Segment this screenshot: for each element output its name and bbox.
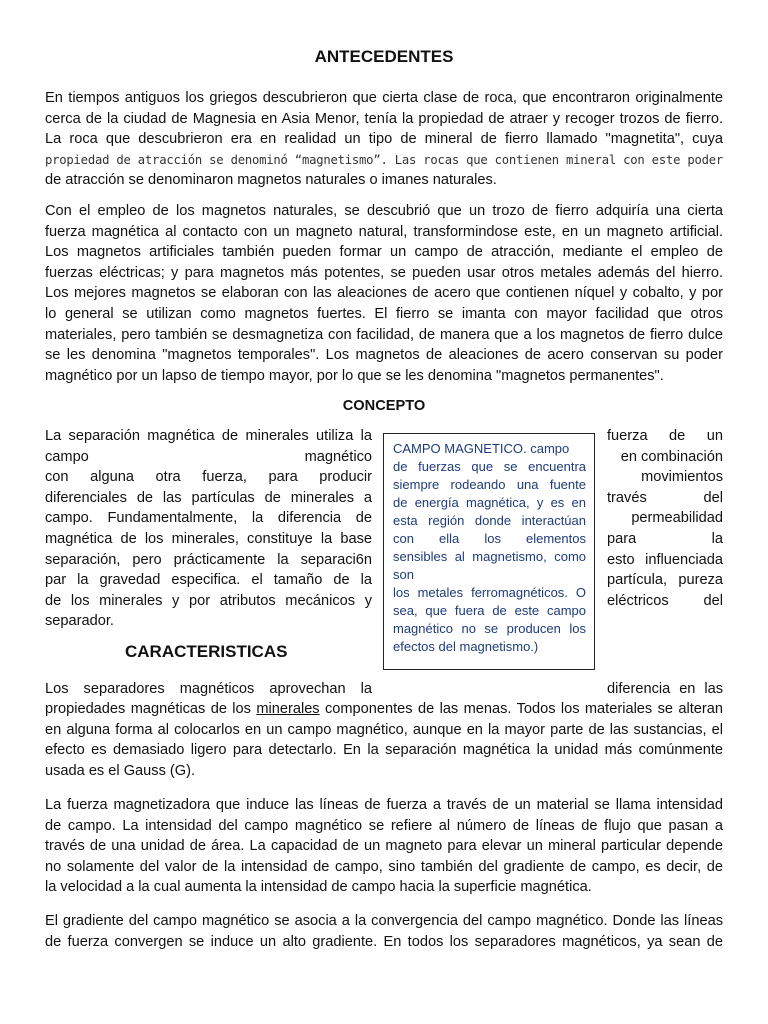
antecedentes-paragraph-1 — [45, 88, 723, 191]
text-line: cerca de la ciudad de Magnesia en Asia Menor, tenía la propiedad de atraer y recoger trozos de fierro. — [45, 110, 723, 127]
antecedentes-paragraph-2 — [45, 201, 723, 386]
text-line: de los minerales y por atributos mecánicos y — [45, 592, 372, 609]
text-line: Con el empleo de los magnetos naturales, se descubrió que un trozo de fierro adquiría una cierta — [45, 203, 723, 219]
concepto-right-column — [607, 426, 723, 611]
caracteristicas-paragraph-1 — [45, 699, 723, 781]
text-line: magnético no se producen los — [393, 621, 586, 636]
text-line: través de una unidad de área. La capacidad de un magneto para elevar un mineral particular depende — [45, 838, 723, 855]
text-line: separación, pero prácticamente la separaci6n — [45, 551, 372, 568]
text-line: efectos del magnetismo.) — [393, 639, 539, 654]
text-line: usada es el Gauss (G). — [45, 762, 196, 779]
text-line: magnética de los minerales, constituye la base — [45, 530, 372, 547]
text-box-content — [393, 440, 586, 656]
text-line: esta región donde interactúan — [393, 513, 586, 528]
text-line: de atracción se denominaron magnetos naturales o imanes naturales. — [45, 172, 497, 189]
text-line: en alguna forma al colocarlos en un campo magnético, aunque en la mayor parte de las sustancias, el — [45, 721, 723, 738]
text-line: se les denomina "magnetos temporales". Los magnetos de aleaciones de acero conservan su poder — [45, 347, 723, 364]
text-line: La fuerza magnetizadora que induce las líneas de fuerza a través de un material se llama intensidad — [45, 797, 723, 813]
text-line: esto influenciada — [607, 551, 723, 568]
caracteristicas-heading: CARACTERISTICAS — [125, 642, 288, 661]
text-line: Los magnetos artificiales también pueden formar un campo de atracción, mediante el empleo de — [45, 244, 723, 261]
text-line: eléctricos del — [607, 592, 723, 609]
minerales-link[interactable]: minerales — [256, 701, 320, 717]
text-line: propiedad de atracción se denominó “magnetismo”. Las rocas que contienen mineral con este poder — [45, 152, 724, 167]
text-line: La separación magnética de minerales utiliza la — [45, 428, 372, 444]
text-line: diferencia en las — [607, 681, 723, 697]
campo-magnetico-text-box — [383, 433, 595, 670]
caracteristicas-paragraph-3 — [45, 911, 723, 952]
text-line: par la gravedad especifica. el tamaño de la — [45, 572, 372, 589]
text-line: con alguna otra fuerza, para producir — [45, 469, 372, 486]
text-line: Los separadores magnéticos aprovechan la — [45, 681, 372, 697]
text-line: lo general se utilizan como magnetos fuertes. El fierro se imanta con mayor facilidad que otros — [45, 305, 723, 322]
antecedentes-heading: ANTECEDENTES — [314, 47, 454, 66]
text-line: fuerza magnética al contacto con un magneto natural, transformindose este, en un magneto artificial. — [45, 223, 723, 240]
text-line: En tiempos antiguos los griegos descubrieron que cierta clase de roca, que encontraron originalmente — [45, 90, 723, 106]
text-line: fuerzas eléctricas; y para magnetos más potentes, se pueden usar otros metales además del hierro. — [45, 264, 723, 281]
text-line: efecto es demasiado ligero para detectarlo. En la separación magnética la unidad más comúnmente — [45, 742, 723, 759]
text-line: CAMPO MAGNETICO. campo — [393, 441, 570, 456]
text-line: con ella los elementos — [393, 531, 586, 546]
text-line: campo magnético — [45, 448, 372, 465]
text-line: materiales, pero también se desmagnetiza con facilidad, de manera que a los magnetos de fierro dulce — [45, 326, 723, 343]
text-line: través del — [607, 489, 723, 506]
text-line: movimientos — [641, 469, 723, 486]
text-line: la velocidad a la cual aumenta la intensidad de campo hacia la superficie magnética. — [45, 879, 592, 896]
text-line: sensibles al magnetismo, como — [393, 549, 586, 564]
text-line: de fuerza convergen se induce un alto gradiente. En todos los separadores magnéticos, ya sean de — [45, 933, 723, 950]
text-line: de energía magnética, y es en — [393, 495, 586, 510]
text-line — [45, 699, 723, 720]
text-line: campo. Fundamentalmente, la diferencia de — [45, 510, 372, 527]
text-line: sea, que fuera de este campo — [393, 603, 586, 618]
caracteristicas-paragraph-2 — [45, 795, 723, 898]
text-line: partícula, pureza — [607, 572, 723, 589]
text-line: son — [393, 567, 414, 582]
text-line: permeabilidad — [631, 510, 723, 527]
text-line: fuerza de un — [607, 428, 723, 444]
text-line: siempre rodeando una fuente — [393, 477, 586, 492]
text-line: los metales ferromagnéticos. O — [393, 585, 586, 600]
concepto-left-column — [45, 426, 372, 632]
text-line: La roca que descubrieron era en realidad un tipo de mineral de fierro llamado "magnetita", cuya — [45, 131, 723, 148]
text-line: de fuerzas que se encuentra — [393, 459, 586, 474]
text-line: no solamente del valor de la intensidad de campo, sino también del gradiente de campo, es decir, de — [45, 858, 723, 875]
text-segment: componentes de las menas. Todos los materiales se alteran — [319, 701, 723, 717]
text-line: de campo. La intensidad del campo magnético se refiere al número de líneas de flujo que pasan a — [45, 817, 723, 834]
text-segment: propiedades magnéticas de los — [45, 701, 257, 717]
text-line: para la — [607, 530, 723, 547]
text-line: magnético por un lapso de tiempo mayor, por lo que se les denomina "magnetos permanentes". — [45, 367, 664, 384]
text-line: en combinación — [620, 448, 723, 465]
text-line: diferenciales de las partículas de minerales a — [45, 489, 372, 506]
text-line: Los mejores magnetos se elaboran con las aleaciones de acero que contienen níquel y cobalto, y por — [45, 285, 723, 302]
text-line: separador. — [45, 613, 114, 630]
text-line: El gradiente del campo magnético se asocia a la convergencia del campo magnético. Donde las líneas — [45, 913, 723, 929]
concepto-heading: CONCEPTO — [342, 398, 426, 414]
